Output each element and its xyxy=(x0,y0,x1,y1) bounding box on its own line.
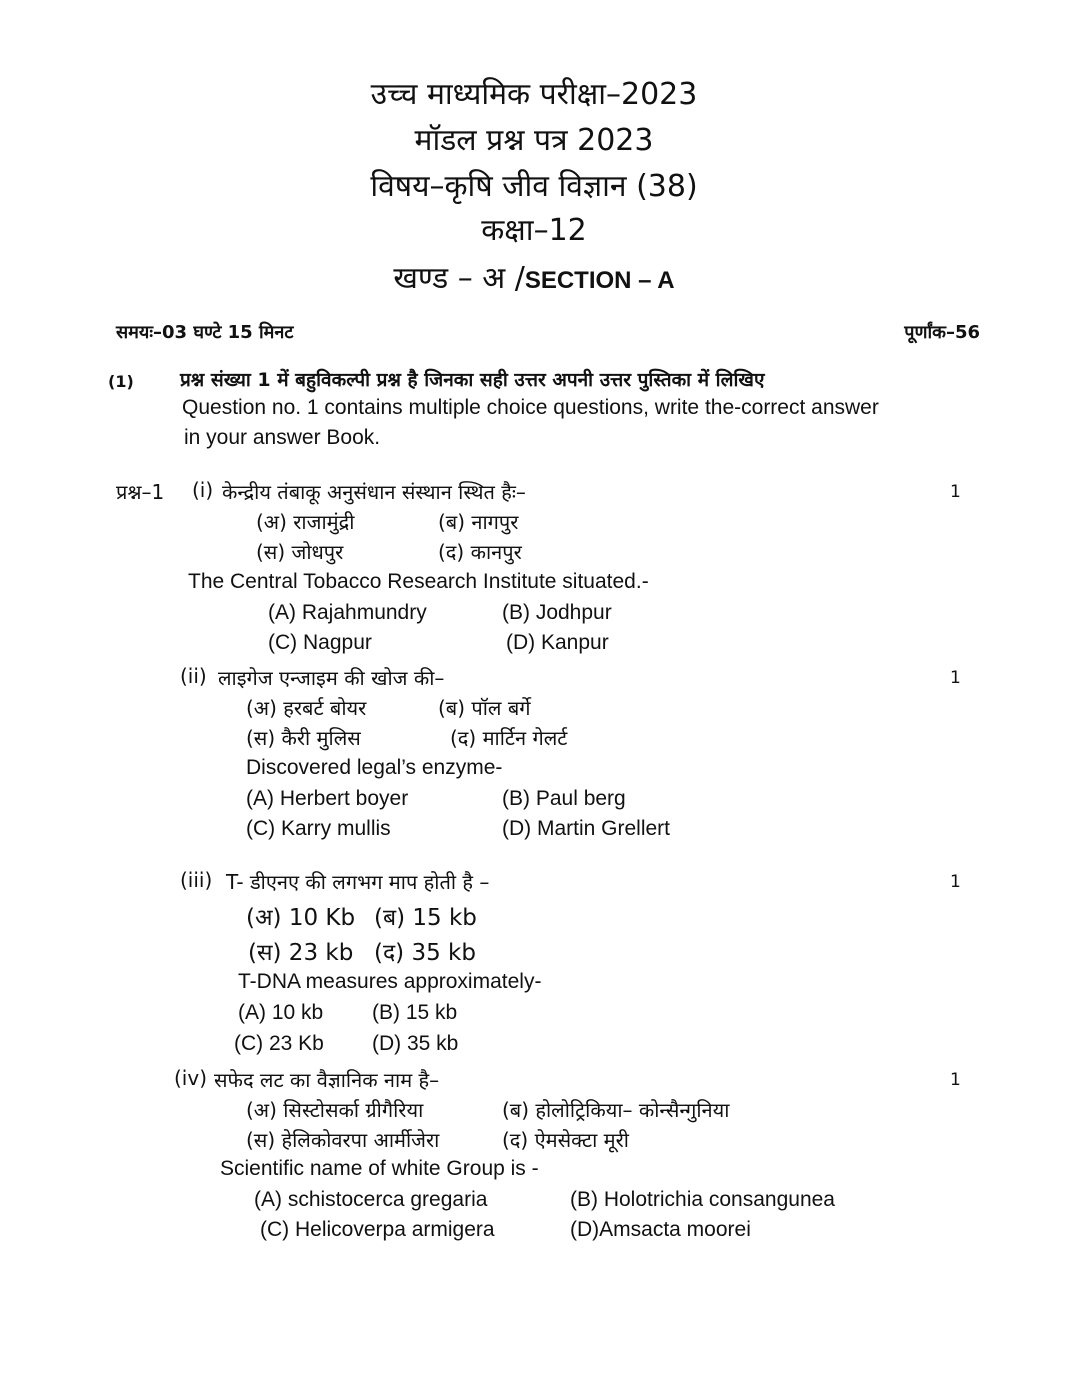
paper-title: मॉडल प्रश्न पत्र 2023 xyxy=(414,123,654,158)
q4-hindi: सफेद लट का वैज्ञानिक नाम है– xyxy=(214,1068,440,1092)
q2-english: Discovered legal’s enzyme- xyxy=(246,756,503,779)
q4-hi-opt-c: (स) हेलिकोवरपा आर्मीजेरा xyxy=(246,1128,440,1152)
q3-en-opt-d: (D) 35 kb xyxy=(372,1032,459,1055)
q4-en-opt-c: (C) Helicoverpa armigera xyxy=(260,1218,495,1241)
instruction-hindi: प्रश्न संख्या 1 में बहुविकल्पी प्रश्न है जिनका सही उत्तर अपनी उत्तर पुस्तिका में लिखिए xyxy=(180,369,765,391)
q2-en-opt-d: (D) Martin Grellert xyxy=(502,817,671,840)
q1-en-opt-d: (D) Kanpur xyxy=(506,631,609,654)
section-heading xyxy=(0,256,1068,297)
q1-hi-opt-d: (द) कानपुर xyxy=(438,540,522,564)
instruction-english-2: in your answer Book. xyxy=(184,426,381,449)
q1-hindi: केन्द्रीय तंबाकू अनुसंधान संस्थान स्थित हैः– xyxy=(222,480,526,504)
q2-hindi: लाइगेज एन्जाइम की खोज की– xyxy=(218,666,445,690)
section-english: SECTION – A xyxy=(524,267,675,294)
question-label: प्रश्न–1 xyxy=(116,480,165,504)
section-hindi: खण्ड – अ / xyxy=(393,261,525,296)
q3-en-opt-c: (C) 23 Kb xyxy=(234,1032,324,1055)
max-marks: पूर्णांक–56 xyxy=(904,322,980,343)
q2-hi-opt-a: (अ) हरबर्ट बोयर xyxy=(246,696,367,720)
q3-marks: 1 xyxy=(950,872,961,892)
q1-num: (i) xyxy=(192,478,214,502)
time-allowed: समयः–03 घण्टे 15 मिनट xyxy=(116,322,294,343)
q1-english: The Central Tobacco Research Institute situated.- xyxy=(188,570,649,593)
q4-hi-opt-b: (ब) होलोट्रिकिया– कोन्सैन्गुनिया xyxy=(502,1098,730,1122)
q3-english: T-DNA measures approximately- xyxy=(238,970,542,993)
q4-en-opt-b: (B) Holotrichia consangunea xyxy=(570,1188,835,1211)
q1-en-opt-c: (C) Nagpur xyxy=(268,631,372,654)
exam-title: उच्च माध्यमिक परीक्षा–2023 xyxy=(370,77,698,112)
q1-en-opt-b: (B) Jodhpur xyxy=(502,601,612,624)
q3-hi-opt-a: (अ) 10 Kb xyxy=(246,905,356,931)
q4-en-opt-a: (A) schistocerca gregaria xyxy=(254,1188,488,1211)
q3-num: (iii) xyxy=(180,868,213,892)
q1-marks: 1 xyxy=(950,482,961,502)
q2-en-opt-b: (B) Paul berg xyxy=(502,787,626,810)
instruction-english-1: Question no. 1 contains multiple choice questions, write the-correct answer xyxy=(182,396,879,419)
q1-hi-opt-a: (अ) राजामुंद्री xyxy=(256,510,355,534)
q3-hi-opt-c: (स) 23 kb xyxy=(248,940,354,966)
q4-num: (iv) xyxy=(174,1066,207,1090)
q4-hi-opt-a: (अ) सिस्टोसर्का ग्रीगैरिया xyxy=(246,1098,424,1122)
q2-hi-opt-c: (स) कैरी मुलिस xyxy=(246,726,361,750)
q2-hi-opt-d: (द) मार्टिन गेलर्ट xyxy=(450,726,568,750)
q4-en-opt-d: (D)Amsacta moorei xyxy=(570,1218,751,1241)
instruction-number: (1) xyxy=(108,372,134,391)
q3-hindi: T- डीएनए की लगभग माप होती है – xyxy=(226,870,490,894)
q3-hi-opt-d: (द) 35 kb xyxy=(374,940,476,966)
q2-marks: 1 xyxy=(950,668,961,688)
q1-hi-opt-c: (स) जोधपुर xyxy=(256,540,344,564)
q4-marks: 1 xyxy=(950,1070,961,1090)
q2-en-opt-c: (C) Karry mullis xyxy=(246,817,391,840)
subject-title: विषय–कृषि जीव विज्ञान (38) xyxy=(370,169,698,204)
q1-en-opt-a: (A) Rajahmundry xyxy=(268,601,427,624)
q4-hi-opt-d: (द) ऐमसेक्टा मूरी xyxy=(502,1128,629,1152)
q2-hi-opt-b: (ब) पॉल बर्गे xyxy=(438,696,531,720)
q1-hi-opt-b: (ब) नागपुर xyxy=(438,510,519,534)
q4-english: Scientific name of white Group is - xyxy=(220,1157,539,1180)
q2-en-opt-a: (A) Herbert boyer xyxy=(246,787,409,810)
q3-hi-opt-b: (ब) 15 kb xyxy=(374,905,477,931)
q3-en-opt-b: (B) 15 kb xyxy=(372,1001,458,1024)
q2-num: (ii) xyxy=(180,664,207,688)
q3-en-opt-a: (A) 10 kb xyxy=(238,1001,324,1024)
class-title: कक्षा–12 xyxy=(481,213,587,248)
